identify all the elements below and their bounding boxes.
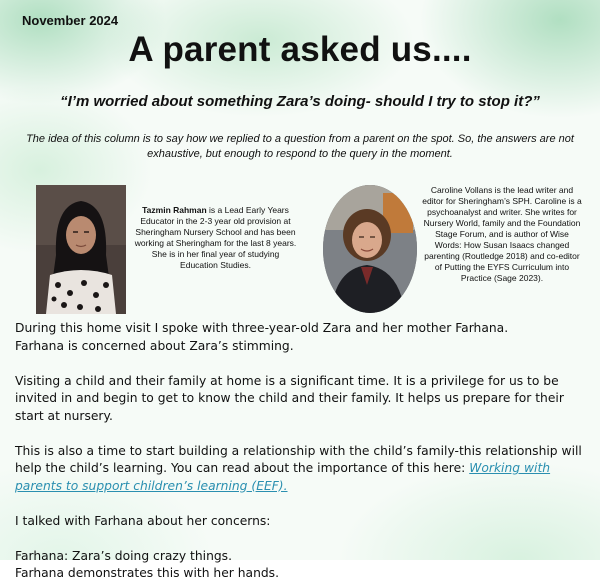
paragraph-concerns: I talked with Farhana about her concerns: bbox=[15, 513, 271, 528]
author-bio-caroline: Caroline Vollans is the lead writer and editor for Sheringham’s SPH. Caroline is a psychoanalyst and writer. She writes for Nursery World, family and the Foundation Stage Forum, and is author of Wise Words: How Susan Isaacs changed parenting (Routledge 2018) and co-editor of Putting the EYFS Curriculum into Practice (Sage 2023). bbox=[422, 185, 582, 283]
dialogue-line1: Farhana: Zara’s doing crazy things. bbox=[15, 548, 232, 563]
eef-link[interactable]: Working with parents to support children’s learning (EEF). bbox=[15, 461, 551, 493]
author-photo-tazmin bbox=[36, 185, 126, 314]
paragraph-home-visit: Visiting a child and their family at home is a significant time. It is a privilege for us to be invited in and begin to get to know the child and their family. It helps us prepare for their start at nursery. bbox=[15, 373, 564, 423]
paragraph-visit-line1: During this home visit I spoke with three-year-old Zara and her mother Farhana. bbox=[15, 321, 509, 335]
page-title: A parent asked us.... bbox=[128, 30, 472, 69]
author-photo-caroline bbox=[323, 185, 417, 313]
article-body bbox=[15, 320, 590, 583]
author-bio-tazmin bbox=[133, 205, 298, 271]
column-intro: The idea of this column is to say how we replied to a question from a parent on the spot. So, the answers are not exhaustive, but enough to respond to the query in the moment. bbox=[26, 133, 574, 160]
author-bio-text: is a Lead Early Years Educator in the 2-3 year old provision at Sheringham Nursery School and has been working at Sheringham for the last 8 years. She is in her final year of studying Education Studies. bbox=[134, 205, 297, 270]
paragraph-visit-line2: Farhana is concerned about Zara’s stimming. bbox=[15, 338, 294, 353]
dialogue-line2: Farhana demonstrates this with her hands. bbox=[15, 566, 279, 580]
question-subtitle: “I’m worried about something Zara’s doing- should I try to stop it?” bbox=[60, 93, 540, 110]
paragraph-relationship: This is also a time to start building a relationship with the child’s family-this relationship will help the child’s learning. You can read about the importance of this here: bbox=[15, 443, 582, 475]
issue-date: November 2024 bbox=[22, 13, 119, 28]
author-name-tazmin: Tazmin Rahman bbox=[142, 205, 207, 215]
